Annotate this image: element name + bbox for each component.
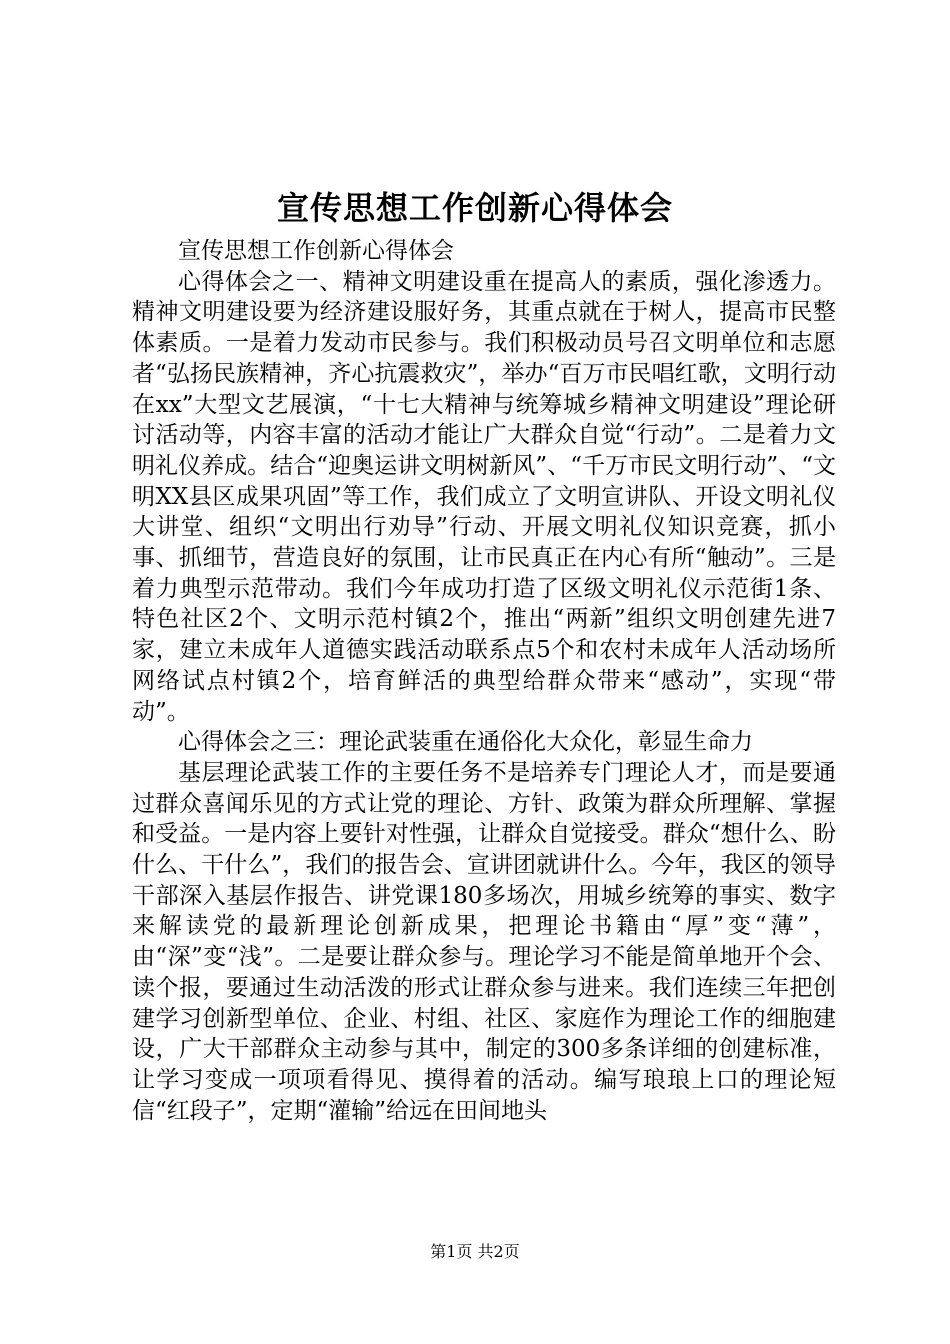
body-paragraph: 心得体会之一、精神文明建设重在提高人的素质，强化渗透力。精神文明建设要为经济建设服好务，其重点就在于树人，提高市民整体素质。一是着力发动市民参与。我们积极动员号召文明单位和志愿者“弘扬民族精神，齐心抗震救灾”，举办“百万市民唱红歌，文明行动在xx”大型文艺展演，“十七大精神与统筹城乡精神文明建设”理论研讨活动等，内容丰富的活动才能让广大群众自觉“行动”。二是着力文明礼仪养成。结合“迎奥运讲文明树新风”、“千万市民文明行动”、“文明XX县区成果巩固”等工作，我们成立了文明宣讲队、开设文明礼仪大讲堂、组织“文明出行劝导”行动、开展文明礼仪知识竞赛，抓小事、抓细节，营造良好的氛围，让市民真正在内心有所“触动”。三是着力典型示范带动。我们今年成功打造了区级文明礼仪示范街1条、特色社区2个、文明示范村镇2个，推出“两新”组织文明创建先进7家，建立未成年人道德实践活动联系点5个和农村未成年人活动场所网络试点村镇2个，培育鲜活的典型给群众带来“感动”，实现“带动”。 [132, 268, 836, 725]
body-paragraph: 基层理论武装工作的主要任务不是培养专门理论人才，而是要通过群众喜闻乐见的方式让党的理论、方针、政策为群众所理解、掌握和受益。一是内容上要针对性强，让群众自觉接受。群众“想什么、盼什么、干什么”，我们的报告会、宣讲团就讲什么。今年，我区的领导干部深入基层作报告、讲党课180多场次，用城乡统筹的事实、数字来解读党的最新理论创新成果，把理论书籍由“厚”变“薄”，由“深”变“浅”。二是要让群众参与。理论学习不能是简单地开个会、读个报，要通过生动活泼的形式让群众参与进来。我们连续三年把创建学习创新型单位、企业、村组、社区、家庭作为理论工作的细胞建设，广大干部群众主动参与其中，制定的300多条详细的创建标准，让学习变成一项项看得见、摸得着的活动。编写琅琅上口的理论短信“红段子”，定期“灌输”给远在田间地头 [132, 759, 836, 1124]
document-body [132, 236, 836, 1126]
document-title: 宣传思想工作创新心得体会 [276, 189, 673, 227]
body-paragraph: 心得体会之三：理论武装重在通俗化大众化，彰显生命力 [178, 729, 753, 756]
body-paragraph: 宣传思想工作创新心得体会 [178, 238, 454, 264]
page-number: 第1页 共2页 [430, 1242, 520, 1261]
